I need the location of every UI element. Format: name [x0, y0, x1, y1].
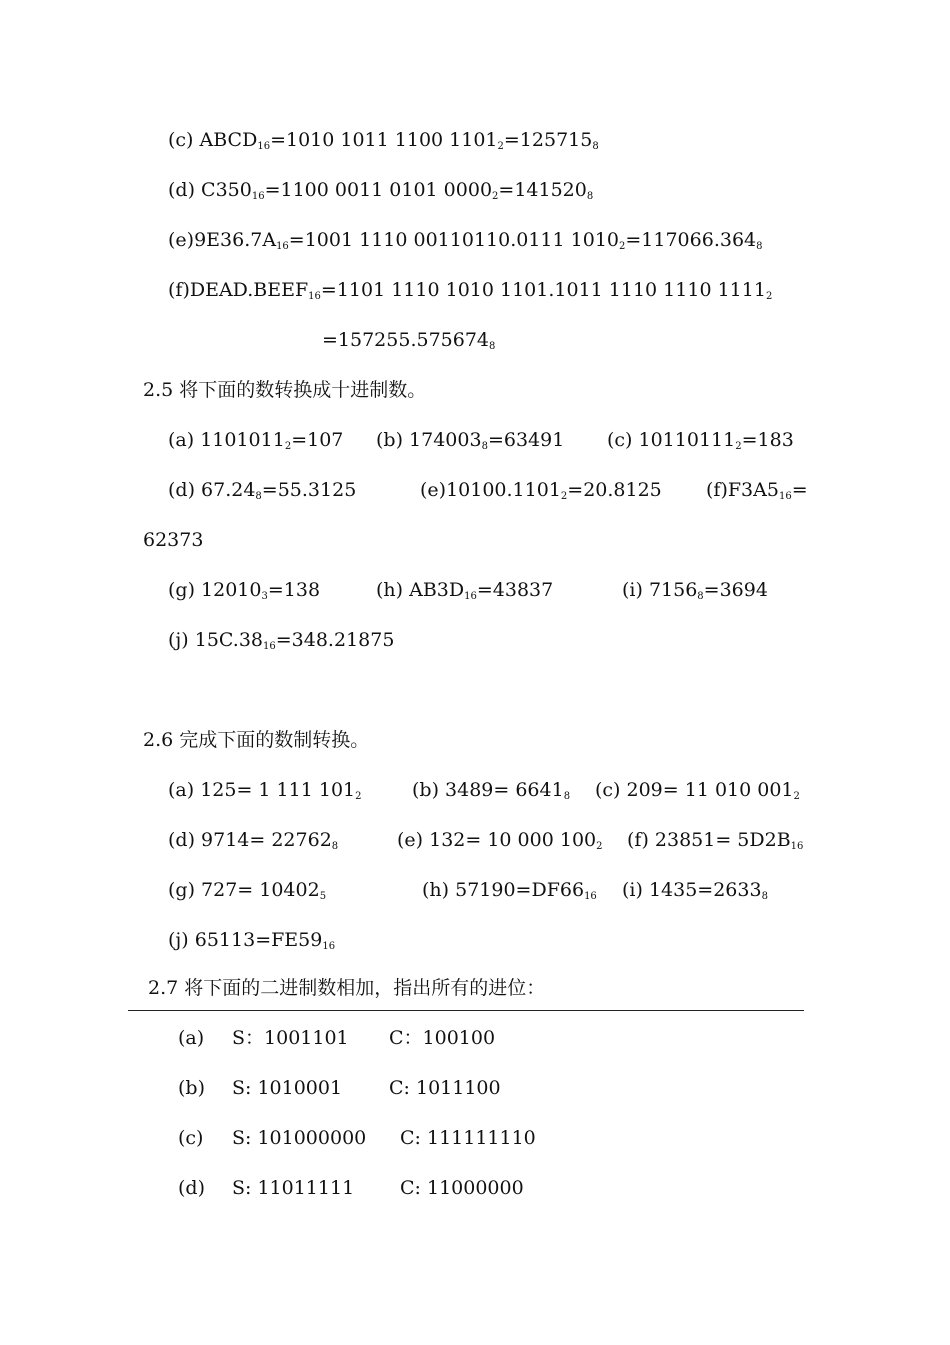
answer-2-6-i: (i) $1435=2633_8$ [622, 879, 768, 902]
answer-2-4-c: (c) $ABCD_{16}=1010$ 1011 1100 $1101_2=125715_8$ [168, 129, 599, 152]
answer-2-5-d: (d) $67.24_8=55.3125$ [168, 479, 357, 502]
answer-2-7-c-sum: S: 101000000 [232, 1127, 367, 1149]
section-2-7-title: 2.7 将下面的二进制数相加，指出所有的进位： [148, 977, 546, 999]
answer-2-6-h: (h) $57190=DF66_{16}$ [422, 879, 597, 902]
answer-2-5-c: (c) $10110111_2=183$ [607, 429, 794, 452]
answer-2-7-a-sum: S：1001101 [232, 1027, 349, 1049]
answer-2-4-e: $(e)9E36.7A_{16}=1001$ 1110 00110110.0111 $1010_2=117066.364_8$ [168, 229, 763, 252]
section-2-6-title: 2.6 完成下面的数制转换。 [143, 729, 370, 751]
section-2-5-title: 2.5 将下面的数转换成十进制数。 [143, 379, 427, 401]
answer-2-7-b-sum: S: 1010001 [232, 1077, 343, 1099]
answer-2-5-f-continued: 62373 [143, 529, 204, 551]
answer-2-6-f: (f) $23851= 5D2B_{16}$ [627, 829, 804, 852]
answer-2-5-a: (a) $1101011_2=107$ [168, 429, 344, 452]
answer-2-7-d-carry: C: 11000000 [400, 1177, 524, 1199]
answer-2-5-h: (h) $AB3D_{16}=43837$ [376, 579, 554, 602]
answer-2-7-b-carry: C: 1011100 [389, 1077, 501, 1099]
answer-2-5-f: $(f)F3A5_{16}=$ [706, 479, 808, 502]
answer-2-7-a-carry: C：100100 [389, 1027, 496, 1049]
answer-2-6-c: (c) 209= 11 010 $001_2$ [595, 779, 800, 802]
answer-2-6-a: (a) 125= 1 111 $101_2$ [168, 779, 362, 802]
answer-2-4-f-continued: $=157255.575674_8$ [322, 329, 496, 352]
answer-2-7-d-sum: S: 11011111 [232, 1177, 355, 1199]
answer-2-5-j: (j) $15C.38_{16}=348.21875$ [168, 629, 395, 652]
answer-2-6-g: (g) $727= 10402_5$ [168, 879, 327, 902]
answer-2-7-a-label: (a) [178, 1027, 205, 1049]
divider-line [128, 1010, 804, 1011]
answer-2-7-d-label: (d) [178, 1177, 205, 1199]
answer-2-6-j: (j) $65113=FE59_{16}$ [168, 929, 336, 952]
answer-2-7-c-label: (c) [178, 1127, 204, 1149]
answer-2-5-e: $(e)10100.1101_2=20.8125$ [420, 479, 662, 502]
answer-2-7-b-label: (b) [178, 1077, 205, 1099]
answer-2-6-b: (b) $3489= 6641_8$ [412, 779, 571, 802]
answer-2-5-i: (i) $7156_8=3694$ [622, 579, 768, 602]
answer-2-6-d: (d) $9714= 22762_8$ [168, 829, 339, 852]
answer-2-4-d: (d) $C350_{16}=1100$ 0011 0101 $0000_2=141520_8$ [168, 179, 594, 202]
answer-2-4-f: $(f)DEAD.BEEF_{16}=1101$ 1110 1010 1101.1011 1110 1110 $1111_2$ [168, 279, 773, 302]
answer-2-7-c-carry: C: 111111110 [400, 1127, 536, 1149]
answer-2-5-b: (b) $174003_8=63491$ [376, 429, 565, 452]
answer-2-6-e: (e) 132= 10 000 $100_2$ [397, 829, 603, 852]
answer-2-5-g: (g) $12010_3=138$ [168, 579, 321, 602]
